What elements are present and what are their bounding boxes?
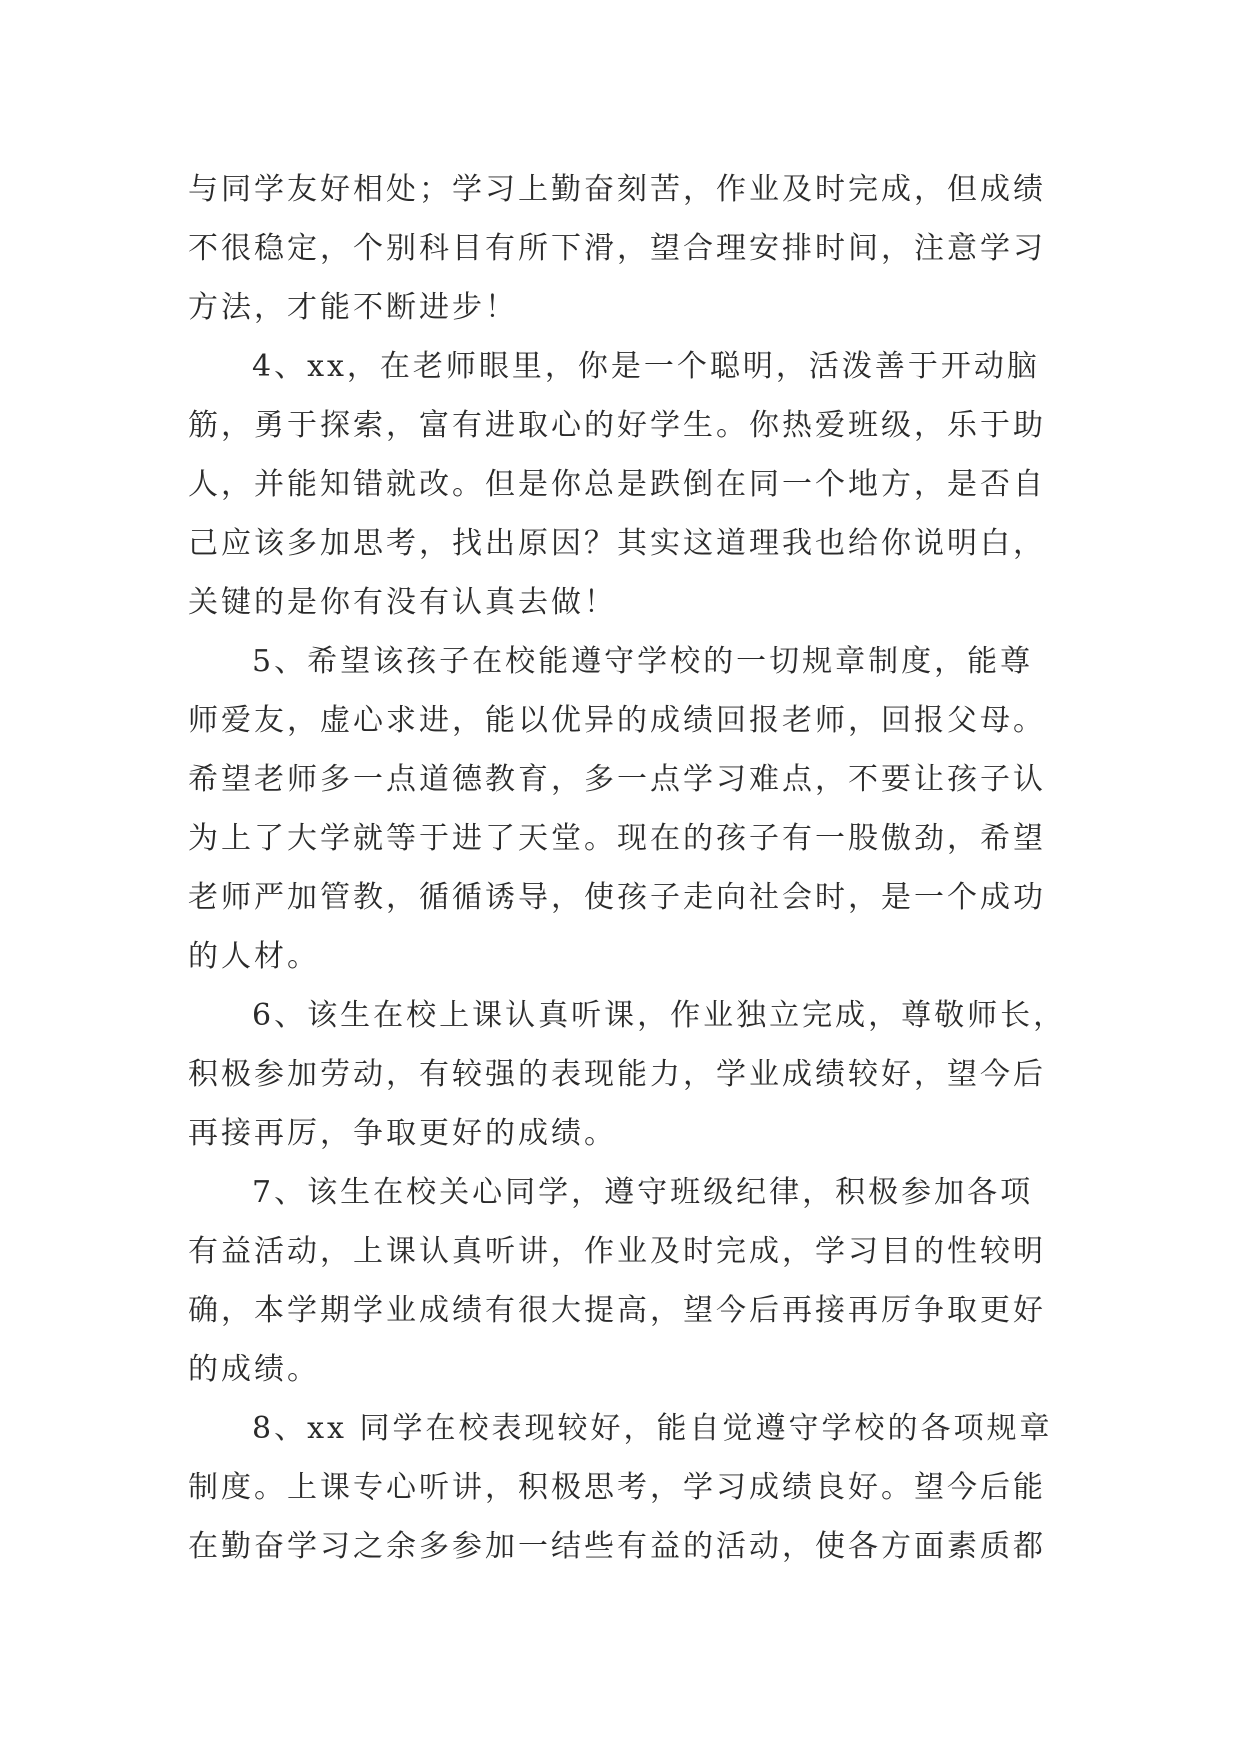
document-body (188, 160, 1067, 1576)
text-line: 与同学友好相处；学习上勤奋刻苦，作业及时完成，但成绩 (188, 172, 1046, 207)
text-line: 确，本学期学业成绩有很大提高，望今后再接再厉争取更好 (188, 1293, 1046, 1328)
text-line: 的成绩。 (188, 1352, 320, 1387)
text-line: 在勤奋学习之余多参加一结些有益的活动，使各方面素质都 (188, 1529, 1046, 1564)
text-line: 积极参加劳动，有较强的表现能力，学业成绩较好，望今后 (188, 1057, 1046, 1092)
text-line: 人，并能知错就改。但是你总是跌倒在同一个地方，是否自 (188, 467, 1046, 502)
text-line: 为上了大学就等于进了天堂。现在的孩子有一股傲劲，希望 (188, 821, 1046, 856)
text-line: 方法，才能不断进步！ (188, 290, 518, 325)
paragraph-start-8: 8、xx 同学在校表现较好，能自觉遵守学校的各项规章 (252, 1411, 1053, 1446)
text-line: 关键的是你有没有认真去做！ (188, 585, 617, 620)
text-line: 有益活动，上课认真听讲，作业及时完成，学习目的性较明 (188, 1234, 1046, 1269)
paragraph-start-5: 5、希望该孩子在校能遵守学校的一切规章制度，能尊 (252, 644, 1034, 679)
paragraph-start-4: 4、xx，在老师眼里，你是一个聪明，活泼善于开动脑 (252, 349, 1040, 384)
paragraph-start-7: 7、该生在校关心同学，遵守班级纪律，积极参加各项 (252, 1175, 1034, 1210)
paragraph-start-6: 6、该生在校上课认真听课，作业独立完成，尊敬师长， (252, 998, 1067, 1033)
text-line: 不很稳定，个别科目有所下滑，望合理安排时间，注意学习 (188, 231, 1046, 266)
text-line: 师爱友，虚心求进，能以优异的成绩回报老师，回报父母。 (188, 703, 1046, 738)
text-line: 制度。上课专心听讲，积极思考，学习成绩良好。望今后能 (188, 1470, 1046, 1505)
text-line: 己应该多加思考，找出原因？其实这道理我也给你说明白， (188, 526, 1046, 561)
text-line: 希望老师多一点道德教育，多一点学习难点，不要让孩子认 (188, 762, 1046, 797)
text-line: 再接再厉，争取更好的成绩。 (188, 1116, 617, 1151)
text-line: 筋，勇于探索，富有进取心的好学生。你热爱班级，乐于助 (188, 408, 1046, 443)
text-line: 的人材。 (188, 939, 320, 974)
text-line: 老师严加管教，循循诱导，使孩子走向社会时，是一个成功 (188, 880, 1046, 915)
